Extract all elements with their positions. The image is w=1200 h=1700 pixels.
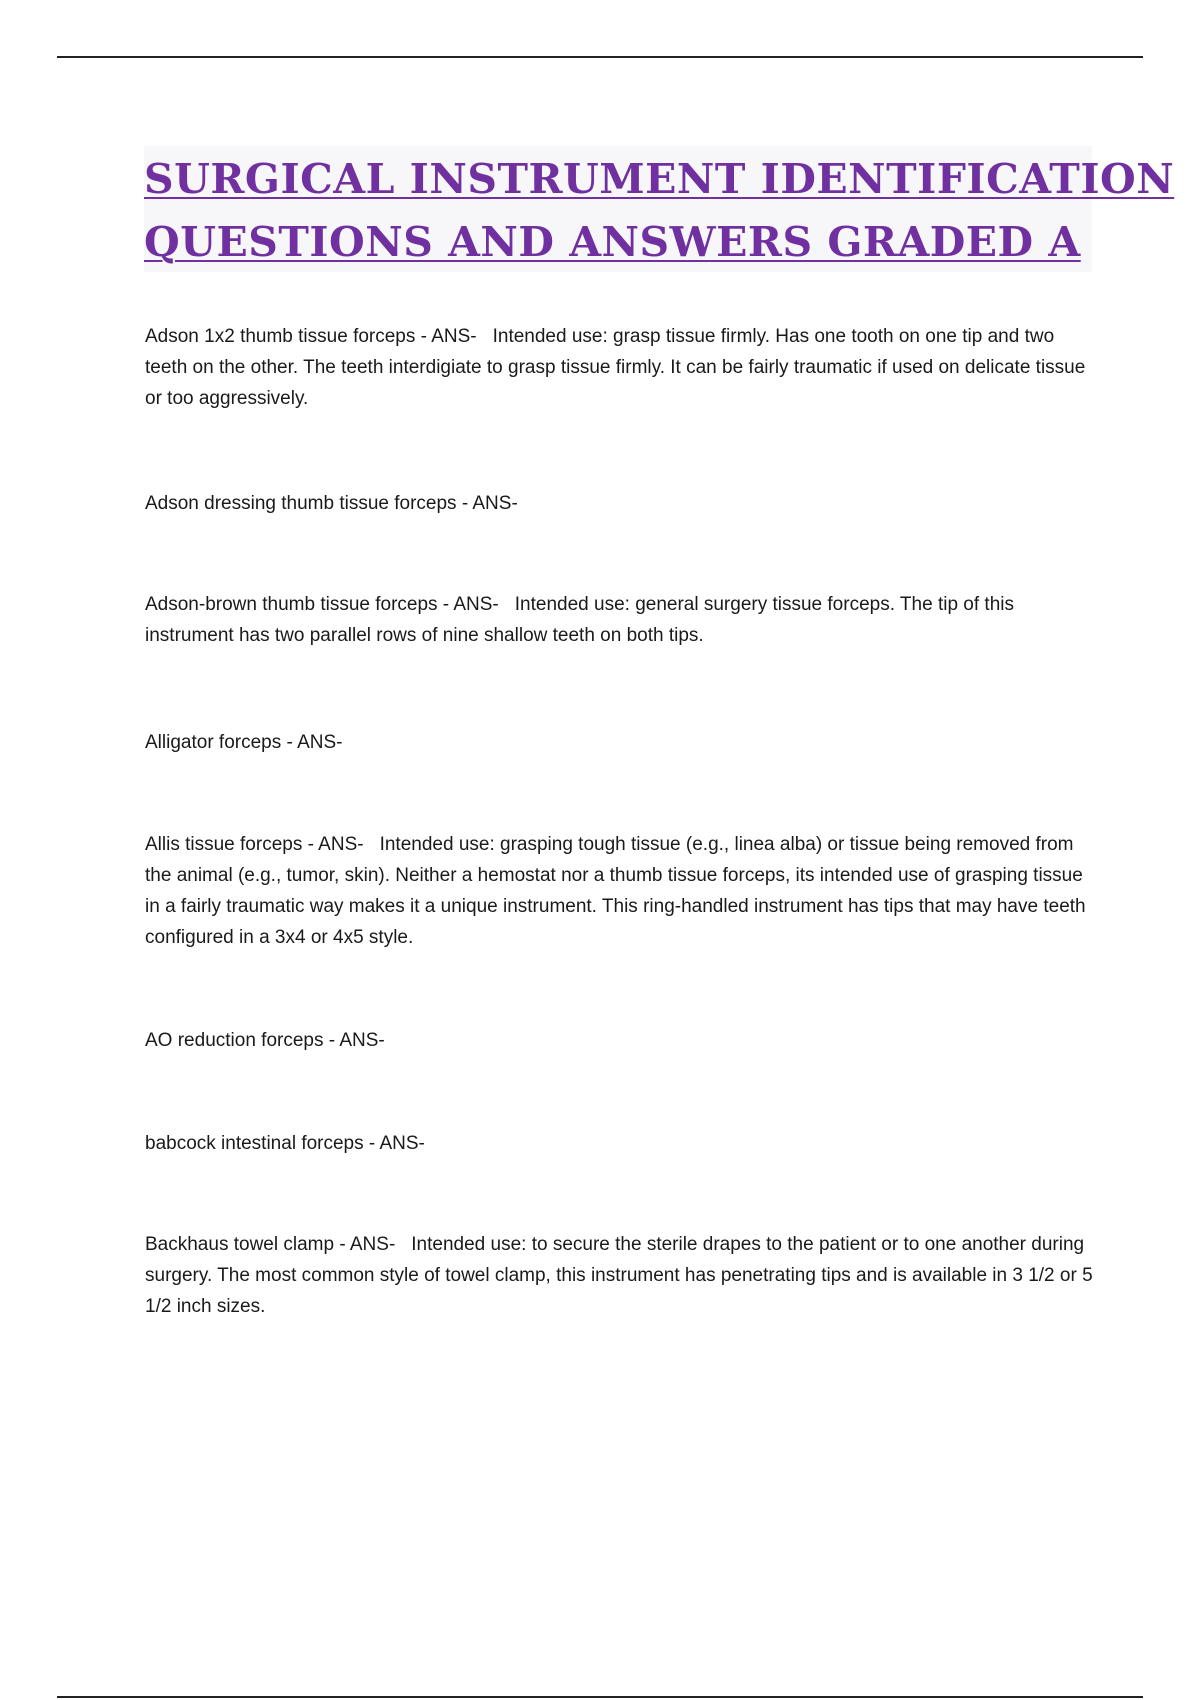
qa-term: Adson 1x2 thumb tissue forceps - ANS- — [145, 326, 477, 347]
footer-rule — [57, 1696, 1143, 1698]
qa-term: Adson-brown thumb tissue forceps - ANS- — [145, 594, 499, 615]
qa-entry — [145, 829, 1095, 953]
qa-answer: Intended use: grasp tissue firmly. Has one tooth on one tip and two teeth on the other. The teeth interdigiate to grasp tissue firmly. It can be fairly traumatic if used on delicate tissue or too aggressively. — [145, 326, 1086, 409]
qa-term: babcock intestinal forceps - ANS- — [145, 1133, 425, 1154]
qa-term: Alligator forceps - ANS- — [145, 732, 343, 753]
qa-answer: Intended use: grasping tough tissue (e.g., linea alba) or tissue being removed from the animal (e.g., tumor, skin). Neither a hemostat nor a thumb tissue forceps, its intended use of grasping tissue in a fairly traumatic way makes it a unique instrument. This ring-handled instrument has tips that may have teeth configured in a 3x4 or 4x5 style. — [145, 834, 1086, 948]
qa-entry — [145, 1025, 1095, 1056]
qa-term: Allis tissue forceps - ANS- — [145, 834, 364, 855]
qa-term: AO reduction forceps - ANS- — [145, 1030, 385, 1051]
qa-term: Backhaus towel clamp - ANS- — [145, 1234, 396, 1255]
qa-entry — [145, 1128, 1095, 1159]
qa-term: Adson dressing thumb tissue forceps - ANS- — [145, 493, 518, 514]
qa-entry — [145, 1229, 1095, 1322]
qa-entry — [145, 589, 1095, 651]
document-title — [144, 146, 1175, 272]
qa-entry — [145, 488, 1095, 519]
header-rule — [57, 56, 1143, 58]
qa-answer: Intended use: to secure the sterile drapes to the patient or to one another during surgery. The most common style of towel clamp, this instrument has penetrating tips and is available in 3 1/2 or 5 1/2 inch sizes. — [145, 1234, 1093, 1317]
title-line-1: SURGICAL INSTRUMENT IDENTIFICATION — [144, 155, 1175, 203]
qa-answer: Intended use: general surgery tissue forceps. The tip of this instrument has two parallel rows of nine shallow teeth on both tips. — [145, 594, 1014, 646]
title-line-2: QUESTIONS AND ANSWERS GRADED A — [144, 218, 1081, 266]
qa-entry — [145, 727, 1095, 758]
qa-entry — [145, 321, 1095, 414]
